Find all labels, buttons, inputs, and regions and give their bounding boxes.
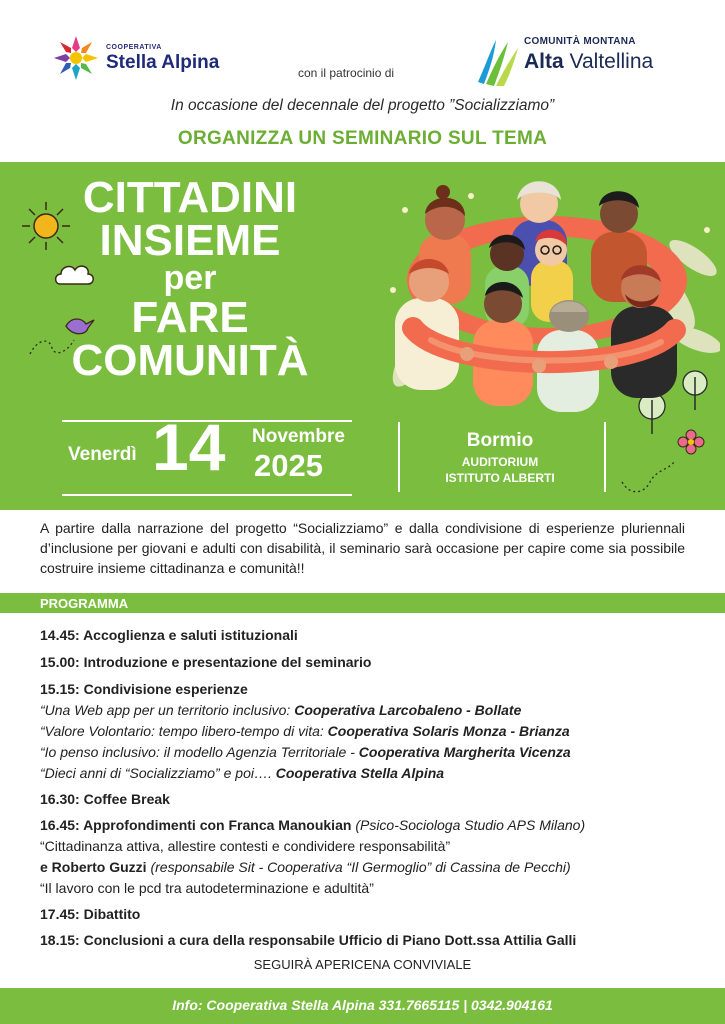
event-weekday: Venerdì xyxy=(68,444,137,465)
event-year: 2025 xyxy=(254,448,323,483)
stella-alpina-star-icon xyxy=(52,34,100,82)
program-item-bold: 17.45: Dibattito xyxy=(40,906,141,922)
program-item xyxy=(40,681,248,697)
event-title xyxy=(20,173,360,385)
stella-alpina-logo xyxy=(52,32,232,84)
patrocinio-text: con il patrocinio di xyxy=(298,66,395,80)
dotted-path-icon xyxy=(618,458,678,498)
program-subitem xyxy=(40,744,571,760)
title-line-4: FARE xyxy=(131,292,249,342)
people-hugging-illustration xyxy=(375,170,720,418)
program-item-bold: 15.15: Condivisione esperienze xyxy=(40,681,248,697)
logo-left-small: COOPERATIVA xyxy=(106,44,162,51)
logo-right-big xyxy=(524,50,653,74)
title-line-2: INSIEME xyxy=(99,216,281,266)
event-city: Bormio xyxy=(466,430,534,451)
footer-info: Info: Cooperativa Stella Alpina 331.7665115 | 0342.904161 xyxy=(172,997,553,1013)
organizza-heading: ORGANIZZA UN SEMINARIO SUL TEMA xyxy=(177,128,548,149)
intro-paragraph: A partire dalla narrazione del progetto “Socializziamo” e dalla condivisione di esperienze pluriennali d’inclusione per giovani e adulti con disabilità, il seminario sarà occasione per capire come sia possibile costruire insieme cittadinanza e comunità!! xyxy=(40,520,685,576)
logo-right-small: COMUNITÀ MONTANA xyxy=(524,36,636,47)
program-subitem xyxy=(40,765,444,781)
program-item-role: (Psico-Sociologa Studio APS Milano) xyxy=(355,817,586,833)
program-subitem-org: Cooperativa Solaris Monza - Brianza xyxy=(327,723,570,739)
program-item xyxy=(40,859,571,875)
program-subitem xyxy=(40,723,570,739)
program-subitem-org: Cooperativa Stella Alpina xyxy=(275,765,445,781)
program-item-bold: 16.45: Approfondimenti con Franca Manoukian xyxy=(40,817,356,833)
event-day: 14 xyxy=(152,410,226,484)
program-item-bold: 14.45: Accoglienza e saluti istituzionali xyxy=(40,627,298,643)
header xyxy=(0,0,725,160)
occasion-line: In occasione del decennale del progetto ”Socializziamo” xyxy=(170,97,555,114)
closing-note: SEGUIRÀ APERICENA CONVIVIALE xyxy=(253,957,472,972)
program-item xyxy=(40,817,585,833)
program-quote xyxy=(40,880,374,896)
title-line-3: per xyxy=(163,259,217,298)
program-item-bold: 16.30: Coffee Break xyxy=(40,791,170,807)
program-subitem-org: Cooperativa Margherita Vicenza xyxy=(358,744,571,760)
programma-label: PROGRAMMA xyxy=(40,596,129,611)
program-subitem-italic: “Io penso inclusivo: il modello Agenzia Territoriale - xyxy=(40,744,359,760)
valtellina-mountain-icon xyxy=(472,34,532,86)
title-line-5: COMUNITÀ xyxy=(71,335,309,385)
program-item xyxy=(40,627,298,643)
program-item xyxy=(40,906,140,922)
title-line-1: CITTADINI xyxy=(82,173,298,222)
logo-right-valtellina: Valtellina xyxy=(569,50,654,73)
program-item xyxy=(40,932,576,948)
flower-icon xyxy=(676,428,706,456)
green-banner xyxy=(0,162,725,510)
program-item xyxy=(40,791,170,807)
logo-right-alta: Alta xyxy=(524,50,564,73)
program-item-bold: 18.15: Conclusioni a cura della responsabile Ufficio di Piano Dott.ssa Attilia Galli xyxy=(40,932,577,948)
footer-bar xyxy=(0,988,725,1024)
program-subitem-org: Cooperativa Larcobaleno - Bollate xyxy=(294,702,522,718)
event-month: Novembre xyxy=(252,426,345,447)
comunita-montana-logo xyxy=(472,30,692,88)
program-item-bold: e Roberto Guzzi xyxy=(40,859,151,875)
event-venue-line-2: ISTITUTO ALBERTI xyxy=(445,471,555,485)
program-quote-text: “Cittadinanza attiva, allestire contesti e condividere responsabilità” xyxy=(40,838,451,854)
program-subitem-italic: “Dieci anni di “Socializziamo” e poi…. xyxy=(40,765,276,781)
program-quote xyxy=(40,838,450,854)
program-subitem-italic: “Una Web app per un territorio inclusivo: xyxy=(40,702,295,718)
program-item-bold: 15.00: Introduzione e presentazione del seminario xyxy=(40,654,372,670)
program-item xyxy=(40,654,371,670)
date-rule-bottom xyxy=(62,494,352,496)
divider-right xyxy=(604,422,606,492)
event-venue-line-1: AUDITORIUM xyxy=(461,455,539,469)
program-subitem-italic: “Valore Volontario: tempo libero-tempo di vita: xyxy=(40,723,328,739)
program-quote-text: “Il lavoro con le pcd tra autodeterminazione e adultità” xyxy=(40,880,374,896)
program-item-role: (responsabile Sit - Cooperativa “Il Germoglio” di Cassina de Pecchi) xyxy=(150,859,571,875)
program-subitem xyxy=(40,702,521,718)
logo-left-big: Stella Alpina xyxy=(106,52,220,73)
